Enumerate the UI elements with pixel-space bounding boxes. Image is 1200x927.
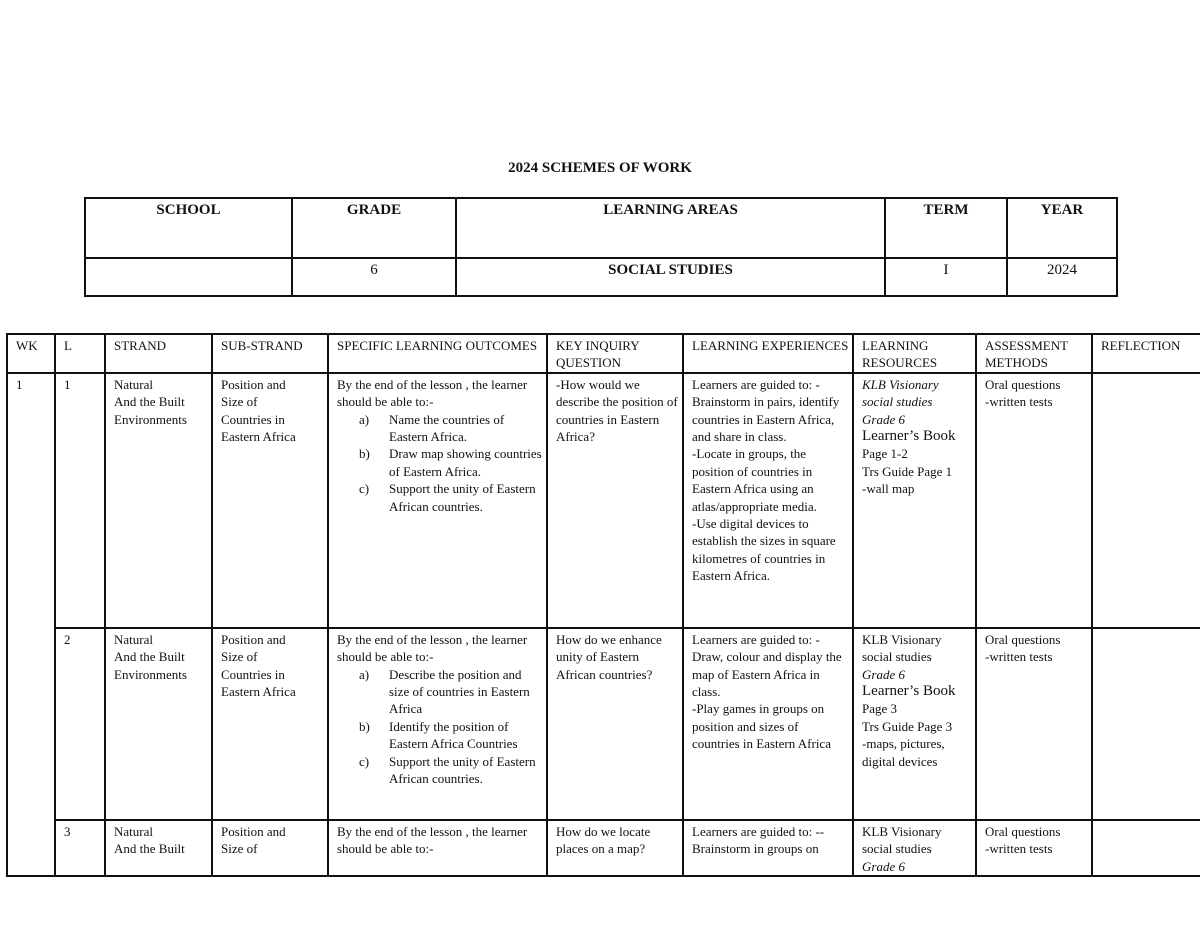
resource-guide: Trs Guide Page 3 xyxy=(862,718,953,734)
outcomes-intro: By the end of the lesson , the learner should be able to:- xyxy=(337,376,528,410)
cell-reflection xyxy=(1092,373,1200,628)
outcome-item: a) Name the countries of Eastern Africa. xyxy=(359,411,505,445)
sub-strand-line: Position and xyxy=(221,631,286,647)
outcomes-intro: By the end of the lesson , the learner should be able to:- xyxy=(337,631,528,665)
experience-item: Learners are guided to: - Brainstorm in pairs, identify countries in Eastern Africa, and share in class. xyxy=(692,376,840,445)
table-row xyxy=(7,373,1200,628)
header-lesson: L xyxy=(55,334,105,373)
sub-strand-line: Position and xyxy=(221,376,286,392)
outcome-item: b) Draw map showing countries of Eastern Africa. xyxy=(359,446,542,479)
header-outcomes: SPECIFIC LEARNING OUTCOMES xyxy=(328,334,547,373)
cell-key-question: How do we locate places on a map? xyxy=(547,820,683,876)
outcomes-list xyxy=(359,666,543,788)
cell-week xyxy=(7,820,55,876)
strand-line: Natural xyxy=(114,823,153,839)
cell-outcomes xyxy=(328,373,547,628)
assessment-line: -written tests xyxy=(985,394,1053,410)
table-row xyxy=(7,628,1200,820)
outcome-item: c) Support the unity of Eastern African countries. xyxy=(359,753,536,787)
cell-sub-strand xyxy=(212,628,328,820)
cell-resources xyxy=(853,820,976,876)
strand-line: Natural xyxy=(114,376,153,392)
cell-resources xyxy=(853,628,976,820)
strand-line: And the Built xyxy=(114,841,185,857)
info-value-term: I xyxy=(885,258,1007,296)
cell-assessment xyxy=(976,628,1092,820)
resource-learners-book: Learner’s Book xyxy=(862,683,956,700)
cell-lesson: 3 xyxy=(55,820,105,876)
sub-strand-line: Position and xyxy=(221,823,286,839)
cell-lesson: 1 xyxy=(55,373,105,628)
experience-item: -Play games in groups on position and sizes of countries in Eastern Africa xyxy=(692,701,831,752)
cell-week: 1 xyxy=(7,373,55,628)
strand-line: And the Built xyxy=(114,649,185,665)
scheme-table xyxy=(6,333,1200,877)
resource-page: Page 3 xyxy=(862,701,898,717)
sub-strand-line: Countries in xyxy=(221,411,285,427)
cell-key-question: -How would we describe the position of countries in Eastern Africa? xyxy=(547,373,683,628)
resource-grade: Grade 6 xyxy=(862,858,905,874)
info-header-term: TERM xyxy=(885,198,1007,258)
header-sub-strand: SUB-STRAND xyxy=(212,334,328,373)
info-value-grade: 6 xyxy=(292,258,456,296)
cell-lesson: 2 xyxy=(55,628,105,820)
resource-grade: Grade 6 xyxy=(862,411,905,427)
info-header-learning-areas: LEARNING AREAS xyxy=(456,198,885,258)
header-experiences: LEARNING EXPERIENCES xyxy=(683,334,853,373)
cell-sub-strand xyxy=(212,820,328,876)
cell-assessment xyxy=(976,373,1092,628)
assessment-line: -written tests xyxy=(985,841,1053,857)
cell-key-question: How do we enhance unity of Eastern African countries? xyxy=(547,628,683,820)
assessment-line: Oral questions xyxy=(985,376,1061,392)
strand-line: And the Built xyxy=(114,394,185,410)
cell-week xyxy=(7,628,55,820)
outcomes-list xyxy=(359,411,543,515)
sub-strand-line: Eastern Africa xyxy=(221,429,296,445)
info-header-grade: GRADE xyxy=(292,198,456,258)
cell-strand xyxy=(105,373,212,628)
info-header-year: YEAR xyxy=(1007,198,1117,258)
header-strand: STRAND xyxy=(105,334,212,373)
header-wk: WK xyxy=(7,334,55,373)
resource-learners-book: Learner’s Book xyxy=(862,428,956,445)
document-title: 2024 SCHEMES OF WORK xyxy=(508,160,692,176)
outcomes-intro: By the end of the lesson , the learner should be able to:- xyxy=(337,823,528,857)
header-resources: LEARNING RESOURCES xyxy=(853,334,976,373)
header-assessment: ASSESSMENT METHODS xyxy=(976,334,1092,373)
experience-item: -Use digital devices to establish the sizes in square kilometres of countries in Eastern Africa. xyxy=(692,516,836,584)
sub-strand-line: Eastern Africa xyxy=(221,684,296,700)
cell-sub-strand xyxy=(212,373,328,628)
resource-book: KLB Visionary social studies xyxy=(862,376,939,410)
header-reflection: REFLECTION xyxy=(1092,334,1200,373)
info-header-school: SCHOOL xyxy=(85,198,292,258)
experience-item: Learners are guided to: - Draw, colour and display the map of Eastern Africa in class. xyxy=(692,631,842,700)
info-table xyxy=(84,197,1118,297)
cell-experiences xyxy=(683,373,853,628)
cell-assessment xyxy=(976,820,1092,876)
resource-grade: Grade 6 xyxy=(862,666,905,682)
assessment-line: -written tests xyxy=(985,649,1053,665)
resource-book: KLB Visionary social studies xyxy=(862,631,942,665)
cell-experiences xyxy=(683,820,853,876)
cell-reflection xyxy=(1092,628,1200,820)
resource-extra: -maps, pictures, digital devices xyxy=(862,736,945,769)
table-row xyxy=(7,820,1200,876)
outcome-item: c) Support the unity of Eastern African countries. xyxy=(359,481,536,514)
cell-outcomes xyxy=(328,820,547,876)
resource-guide: Trs Guide Page 1 xyxy=(862,463,953,479)
resource-page: Page 1-2 xyxy=(862,446,908,462)
sub-strand-line: Size of xyxy=(221,649,258,665)
strand-line: Environments xyxy=(114,666,187,682)
cell-strand xyxy=(105,628,212,820)
info-value-year: 2024 xyxy=(1007,258,1117,296)
resource-extra: -wall map xyxy=(862,481,915,497)
cell-strand xyxy=(105,820,212,876)
resource-book: KLB Visionary social studies xyxy=(862,823,942,857)
cell-experiences xyxy=(683,628,853,820)
outcome-item: b) Identify the position of Eastern Africa Countries xyxy=(359,718,518,752)
outcome-item: a) Describe the position and size of countries in Eastern Africa xyxy=(359,666,530,717)
info-value-learning-area: SOCIAL STUDIES xyxy=(456,258,885,296)
strand-line: Natural xyxy=(114,631,153,647)
experience-item: -Locate in groups, the position of countries in Eastern Africa using an atlas/appropriate media. xyxy=(692,446,817,514)
assessment-line: Oral questions xyxy=(985,823,1061,839)
strand-line: Environments xyxy=(114,411,187,427)
experience-item: Learners are guided to: -- Brainstorm in groups on xyxy=(692,823,825,857)
cell-outcomes xyxy=(328,628,547,820)
cell-resources xyxy=(853,373,976,628)
assessment-line: Oral questions xyxy=(985,631,1061,647)
header-key-question: KEY INQUIRY QUESTION xyxy=(547,334,683,373)
info-value-school xyxy=(85,258,292,296)
cell-reflection xyxy=(1092,820,1200,876)
sub-strand-line: Size of xyxy=(221,394,258,410)
sub-strand-line: Size of xyxy=(221,841,258,857)
sub-strand-line: Countries in xyxy=(221,666,285,682)
